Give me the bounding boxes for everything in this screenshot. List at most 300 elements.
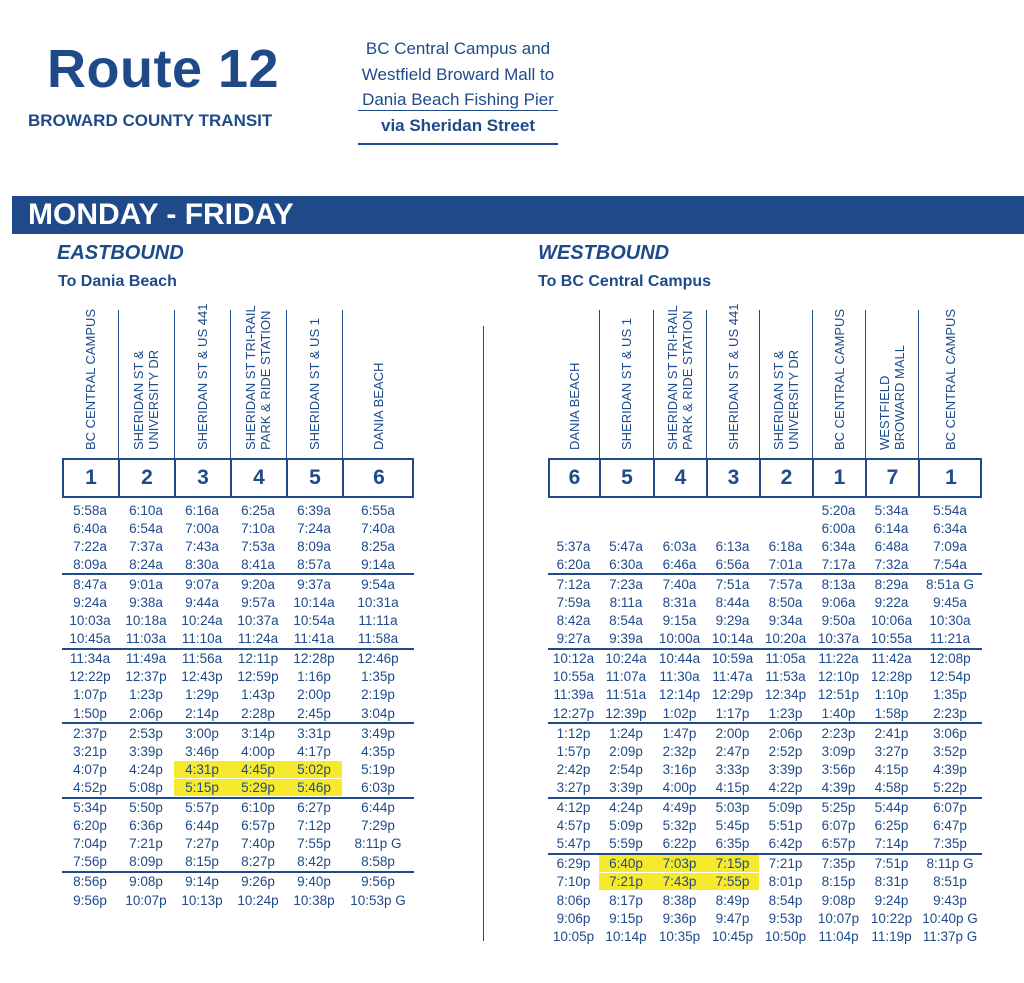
westbound-stop-header <box>554 300 594 450</box>
time-cell: 8:58p <box>361 854 395 870</box>
table-row <box>62 686 414 704</box>
time-cell: 6:00a <box>821 520 856 536</box>
westbound-header-column-divider <box>599 310 600 458</box>
time-cell <box>759 502 812 519</box>
time-cell: 2:41p <box>874 725 909 741</box>
time-cell: 8:50a <box>768 595 803 611</box>
westbound-stop-name-line-1: WESTFIELD <box>877 375 892 450</box>
time-cell: 9:44a <box>185 595 219 611</box>
table-row <box>548 650 982 668</box>
time-cell: 9:07a <box>185 576 219 592</box>
time-cell: 4:52p <box>73 779 107 795</box>
westbound-stop-header <box>660 300 700 450</box>
service-day-label: MONDAY - FRIDAY <box>28 198 294 231</box>
route-title: Route 12 <box>47 39 280 99</box>
eastbound-stop-name-line-1: SHERIDAN ST & US 1 <box>306 318 322 450</box>
time-cell: 10:24p <box>237 892 279 908</box>
time-cell: 5:58a <box>73 502 107 518</box>
westbound-stop-header <box>930 300 970 450</box>
time-cell: 8:54p <box>768 892 803 908</box>
time-cell: 7:55p <box>706 873 759 890</box>
time-cell: 8:01p <box>768 874 803 890</box>
westbound-stop-number-row <box>548 458 982 498</box>
time-cell: 11:56a <box>181 651 223 667</box>
eastbound-stop-number: 5 <box>288 460 344 496</box>
table-row <box>62 799 414 817</box>
table-row <box>62 519 414 537</box>
direction-divider <box>483 326 484 941</box>
time-cell: 8:09a <box>73 556 107 572</box>
time-cell: 10:40p G <box>922 910 978 926</box>
time-cell: 7:03p <box>653 855 706 872</box>
eastbound-stop-name-line-1: SHERIDAN ST & US 441 <box>194 303 210 450</box>
time-cell: 7:53a <box>241 538 275 554</box>
time-cell: 7:35p <box>821 856 856 872</box>
time-cell: 9:14p <box>185 874 219 890</box>
time-cell: 12:28p <box>870 669 913 685</box>
table-row <box>62 612 414 630</box>
time-cell: 8:31p <box>874 874 909 890</box>
eastbound-header-column-divider <box>286 310 287 458</box>
time-cell: 5:57p <box>185 800 219 816</box>
time-cell: 10:14a <box>293 595 335 611</box>
westbound-stop-header <box>606 300 646 450</box>
time-cell: 12:59p <box>237 669 279 685</box>
table-row <box>62 650 414 668</box>
time-cell: 6:44p <box>185 818 219 834</box>
westbound-stop-number: 3 <box>708 460 761 496</box>
time-cell: 12:10p <box>817 669 860 685</box>
time-cell: 7:29p <box>361 818 395 834</box>
time-cell: 10:12a <box>552 651 595 667</box>
time-cell: 7:43a <box>185 538 219 554</box>
time-cell: 1:02p <box>662 705 697 721</box>
time-cell: 4:17p <box>297 743 331 759</box>
time-cell: 8:51p <box>933 874 967 890</box>
time-cell: 4:45p <box>230 761 286 778</box>
time-cell: 2:00p <box>297 687 331 703</box>
westbound-stop-number: 6 <box>550 460 601 496</box>
agency-name: BROWARD COUNTY TRANSIT <box>28 111 273 130</box>
time-cell: 6:35p <box>715 836 750 852</box>
time-cell: 9:29a <box>715 613 750 629</box>
table-row <box>548 686 982 704</box>
time-cell: 6:03a <box>662 538 697 554</box>
time-cell: 3:31p <box>297 725 331 741</box>
time-cell: 4:39p <box>821 779 856 795</box>
table-row <box>548 704 982 724</box>
time-cell: 12:28p <box>293 651 335 667</box>
time-cell: 5:19p <box>361 761 395 777</box>
eastbound-stop-header <box>238 300 278 450</box>
table-row <box>548 799 982 817</box>
table-row <box>548 909 982 927</box>
time-cell: 11:21a <box>929 631 971 647</box>
time-cell: 6:34a <box>933 520 967 536</box>
time-cell: 6:18a <box>768 538 803 554</box>
table-row <box>548 817 982 835</box>
time-cell: 12:43p <box>181 669 223 685</box>
time-cell: 10:54a <box>293 613 335 629</box>
service-day-bar <box>12 196 1024 234</box>
time-cell <box>706 520 759 537</box>
time-cell: 2:52p <box>768 743 803 759</box>
time-cell: 5:44p <box>874 800 909 816</box>
time-cell: 11:58a <box>357 631 399 647</box>
time-cell: 7:57a <box>768 576 803 592</box>
time-cell: 8:51a G <box>925 576 975 592</box>
time-cell: 9:08p <box>821 892 856 908</box>
time-cell: 8:13a <box>821 576 856 592</box>
time-cell: 7:24a <box>297 520 331 536</box>
time-cell: 8:44a <box>715 595 750 611</box>
time-cell: 8:54a <box>609 613 643 629</box>
time-cell: 7:00a <box>185 520 219 536</box>
time-cell: 3:49p <box>361 725 395 741</box>
time-cell: 3:33p <box>715 761 750 777</box>
westbound-stop-name-line-1: SHERIDAN ST & US 1 <box>618 318 634 450</box>
time-cell: 8:31a <box>662 595 697 611</box>
time-cell: 1:23p <box>768 705 803 721</box>
time-cell: 11:37p G <box>922 928 978 944</box>
time-cell: 7:17a <box>821 556 856 572</box>
time-cell: 11:19p <box>871 928 912 944</box>
eastbound-stop-number-row <box>62 458 414 498</box>
eastbound-stop-name-line-1: DANIA BEACH <box>370 362 386 450</box>
westbound-header-column-divider <box>812 310 813 458</box>
time-cell: 10:45p <box>711 928 754 944</box>
time-cell: 5:34a <box>874 502 909 518</box>
time-cell: 11:41a <box>293 631 335 647</box>
time-cell: 8:49p <box>715 892 750 908</box>
eastbound-stop-header <box>70 300 110 450</box>
time-cell: 5:29p <box>230 779 286 796</box>
time-cell: 4:24p <box>609 800 643 816</box>
time-cell: 9:47p <box>715 910 750 926</box>
time-cell: 9:56p <box>361 874 395 890</box>
time-cell: 10:14p <box>605 928 647 944</box>
time-cell: 1:58p <box>874 705 909 721</box>
table-row <box>62 575 414 593</box>
time-cell: 5:47a <box>609 538 643 554</box>
time-cell: 9:36p <box>662 910 697 926</box>
time-cell: 10:37a <box>237 613 279 629</box>
time-cell: 9:40p <box>297 874 331 890</box>
time-cell: 5:45p <box>715 818 750 834</box>
time-cell: 10:07p <box>125 892 167 908</box>
table-row <box>62 704 414 724</box>
table-row <box>62 778 414 798</box>
time-cell: 8:47a <box>73 576 107 592</box>
time-cell: 4:22p <box>768 779 803 795</box>
time-cell: 10:07p <box>817 910 860 926</box>
time-cell: 2:37p <box>73 725 107 741</box>
time-cell: 5:51p <box>768 818 803 834</box>
time-cell: 5:08p <box>129 779 163 795</box>
eastbound-title: EASTBOUND <box>57 242 184 264</box>
time-cell: 7:43p <box>653 873 706 890</box>
time-cell: 6:56a <box>715 556 750 572</box>
time-cell: 12:54p <box>929 669 971 685</box>
time-cell: 5:34p <box>73 800 107 816</box>
time-cell: 12:34p <box>764 687 807 703</box>
time-cell: 11:53a <box>765 669 806 685</box>
time-cell: 2:06p <box>768 725 803 741</box>
time-cell: 10:31a <box>357 595 399 611</box>
time-cell: 11:10a <box>181 631 223 647</box>
time-cell: 4:12p <box>556 800 591 816</box>
table-row <box>62 537 414 555</box>
table-row <box>548 778 982 798</box>
time-cell: 12:14p <box>658 687 701 703</box>
westbound-stop-header <box>819 300 859 450</box>
time-cell: 3:46p <box>185 743 219 759</box>
time-cell: 1:47p <box>662 725 697 741</box>
time-cell: 6:54a <box>129 520 163 536</box>
time-cell: 2:19p <box>361 687 395 703</box>
westbound-stop-name-line-1: DANIA BEACH <box>566 362 582 450</box>
time-cell: 9:15p <box>609 910 643 926</box>
time-cell: 10:20a <box>764 631 807 647</box>
time-cell: 1:10p <box>874 687 909 703</box>
time-cell: 10:44a <box>658 651 701 667</box>
time-cell: 6:16a <box>185 502 219 518</box>
time-cell: 3:16p <box>662 761 697 777</box>
time-cell: 11:51a <box>605 687 647 703</box>
time-cell: 9:24a <box>73 595 107 611</box>
time-cell: 4:49p <box>662 800 697 816</box>
time-cell: 10:53p G <box>350 892 406 908</box>
time-cell: 1:43p <box>241 687 275 703</box>
time-cell: 4:15p <box>874 761 909 777</box>
time-cell: 7:12a <box>556 576 591 592</box>
time-cell: 3:27p <box>556 779 591 795</box>
time-cell: 5:37a <box>556 538 591 554</box>
time-cell: 1:12p <box>556 725 591 741</box>
time-cell: 4:00p <box>241 743 275 759</box>
eastbound-stop-header <box>126 300 166 450</box>
westbound-stop-name-line-1: BC CENTRAL CAMPUS <box>831 308 847 450</box>
eastbound-stop-number: 6 <box>373 466 385 489</box>
time-cell: 10:18a <box>125 613 167 629</box>
time-cell: 11:07a <box>605 669 647 685</box>
time-cell: 12:27p <box>552 705 595 721</box>
time-cell: 11:11a <box>358 613 398 629</box>
time-cell: 8:15p <box>821 874 856 890</box>
westbound-stop-name-line-1: SHERIDAN ST & <box>771 350 786 450</box>
time-cell: 10:59a <box>711 651 754 667</box>
table-row <box>548 742 982 760</box>
time-cell: 5:09p <box>768 800 803 816</box>
time-cell: 9:15a <box>662 613 697 629</box>
eastbound-stop-number: 1 <box>64 460 120 496</box>
time-cell: 7:21p <box>129 836 163 852</box>
time-cell <box>759 520 812 537</box>
time-cell: 12:51p <box>817 687 860 703</box>
eastbound-stop-header <box>358 300 398 450</box>
time-cell: 3:39p <box>768 761 803 777</box>
time-cell: 10:24a <box>181 613 223 629</box>
time-cell: 5:46p <box>286 779 342 796</box>
table-row <box>548 855 982 873</box>
eastbound-stop-name-line-2: UNIVERSITY DR <box>146 349 161 450</box>
time-cell: 4:31p <box>174 761 230 778</box>
time-cell: 7:35p <box>933 836 967 852</box>
time-cell: 12:22p <box>69 669 111 685</box>
westbound-stop-number: 1 <box>814 460 867 496</box>
time-cell: 8:38p <box>662 892 697 908</box>
westbound-stop-header <box>713 300 753 450</box>
time-cell: 6:44p <box>361 800 395 816</box>
time-cell: 10:06a <box>870 613 913 629</box>
time-cell: 1:29p <box>185 687 219 703</box>
time-cell: 5:32p <box>662 818 697 834</box>
table-row <box>62 891 414 909</box>
time-cell: 11:39a <box>553 687 594 703</box>
time-cell: 10:00a <box>658 631 701 647</box>
time-cell: 2:09p <box>609 743 643 759</box>
route-via: via Sheridan Street <box>380 115 535 135</box>
time-cell: 8:09a <box>297 538 331 554</box>
time-cell: 8:57a <box>297 556 331 572</box>
time-cell: 6:10a <box>129 502 163 518</box>
eastbound-stop-number: 3 <box>176 460 232 496</box>
westbound-stop-name-line-1: SHERIDAN ST & US 441 <box>725 303 741 450</box>
eastbound-stop-name-line-1: SHERIDAN ST & <box>131 350 146 450</box>
time-cell: 3:09p <box>821 743 856 759</box>
table-row <box>548 668 982 686</box>
time-cell: 6:30a <box>609 556 643 572</box>
table-row <box>62 724 414 742</box>
table-row <box>62 555 414 575</box>
table-row <box>548 891 982 909</box>
time-cell: 6:22p <box>662 836 697 852</box>
route-description-line-1: BC Central Campus and <box>365 39 551 58</box>
time-cell: 3:14p <box>241 725 275 741</box>
time-cell: 3:39p <box>129 743 163 759</box>
time-cell: 1:40p <box>821 705 856 721</box>
time-cell: 5:54a <box>933 502 967 518</box>
time-cell: 11:05a <box>765 651 806 667</box>
time-cell: 10:22p <box>870 910 913 926</box>
time-cell: 12:39p <box>605 705 647 721</box>
time-cell: 8:11p G <box>354 836 402 852</box>
table-row <box>62 593 414 611</box>
time-cell: 8:11a <box>609 595 643 611</box>
table-row <box>62 853 414 873</box>
table-row <box>62 501 414 519</box>
time-cell: 7:37a <box>129 538 163 554</box>
time-cell: 3:00p <box>185 725 219 741</box>
table-row <box>62 760 414 778</box>
time-cell: 11:04p <box>818 928 859 944</box>
time-cell: 8:41a <box>241 556 275 572</box>
westbound-header-column-divider <box>653 310 654 458</box>
westbound-stop-number: 1 <box>945 466 957 489</box>
table-row <box>548 555 982 575</box>
time-cell: 2:14p <box>185 705 219 721</box>
time-cell <box>653 520 706 537</box>
time-cell: 1:07p <box>73 687 107 703</box>
time-cell: 6:48a <box>874 538 909 554</box>
time-cell: 7:23a <box>609 576 643 592</box>
time-cell <box>706 502 759 519</box>
time-cell: 7:15p <box>706 855 759 872</box>
time-cell: 6:14a <box>874 520 909 536</box>
time-cell: 9:39a <box>609 631 643 647</box>
time-cell: 12:46p <box>357 651 399 667</box>
time-cell: 2:28p <box>241 705 275 721</box>
time-cell: 4:07p <box>73 761 107 777</box>
time-cell: 7:54a <box>933 556 967 572</box>
time-cell: 9:54a <box>361 576 395 592</box>
time-cell: 4:24p <box>129 761 163 777</box>
time-cell: 7:27p <box>185 836 219 852</box>
time-cell: 11:30a <box>659 669 700 685</box>
time-cell: 11:49a <box>125 651 167 667</box>
table-row <box>62 817 414 835</box>
time-cell: 6:42p <box>768 836 803 852</box>
time-cell: 4:00p <box>662 779 697 795</box>
table-row <box>548 873 982 891</box>
time-cell: 9:27a <box>556 631 591 647</box>
route-description <box>340 36 576 138</box>
time-cell: 2:06p <box>129 705 163 721</box>
time-cell: 7:21p <box>599 873 653 890</box>
time-cell: 7:14p <box>874 836 909 852</box>
time-cell: 9:45a <box>933 595 967 611</box>
time-cell: 8:29a <box>874 576 909 592</box>
eastbound-stop-name-line-2: PARK & RIDE STATION <box>258 310 273 450</box>
time-cell: 4:39p <box>933 761 967 777</box>
westbound-title: WESTBOUND <box>538 242 670 264</box>
time-cell: 6:46a <box>662 556 697 572</box>
table-row <box>548 835 982 855</box>
time-cell: 11:24a <box>237 631 279 647</box>
time-cell: 10:13p <box>181 892 223 908</box>
eastbound-stop-name-line-1: BC CENTRAL CAMPUS <box>82 308 98 450</box>
time-cell: 10:37a <box>817 631 860 647</box>
time-cell: 9:56p <box>73 892 107 908</box>
time-cell <box>548 502 599 519</box>
time-cell: 3:27p <box>874 743 909 759</box>
time-cell: 8:06p <box>556 892 591 908</box>
time-cell: 5:20a <box>821 502 856 518</box>
time-cell: 3:52p <box>933 743 967 759</box>
time-cell: 3:21p <box>73 743 107 759</box>
time-cell: 11:42a <box>871 651 912 667</box>
table-row <box>62 835 414 853</box>
westbound-stop-name-line-2: BROWARD MALL <box>892 345 907 450</box>
time-cell: 5:50p <box>129 800 163 816</box>
time-cell: 9:20a <box>241 576 275 592</box>
table-row <box>548 724 982 742</box>
time-cell: 5:15p <box>174 779 230 796</box>
time-cell: 1:24p <box>609 725 643 741</box>
table-row <box>62 668 414 686</box>
table-row <box>548 630 982 650</box>
westbound-stop-number: 2 <box>761 460 814 496</box>
time-cell: 11:34a <box>69 651 111 667</box>
table-row <box>548 537 982 555</box>
time-cell: 9:53p <box>768 910 803 926</box>
time-cell: 10:50p <box>764 928 807 944</box>
time-cell: 8:09p <box>129 854 163 870</box>
time-cell: 9:22a <box>874 595 909 611</box>
westbound-stop-name-line-1: BC CENTRAL CAMPUS <box>942 308 958 450</box>
time-cell: 4:57p <box>556 818 591 834</box>
time-cell: 3:04p <box>361 705 395 721</box>
